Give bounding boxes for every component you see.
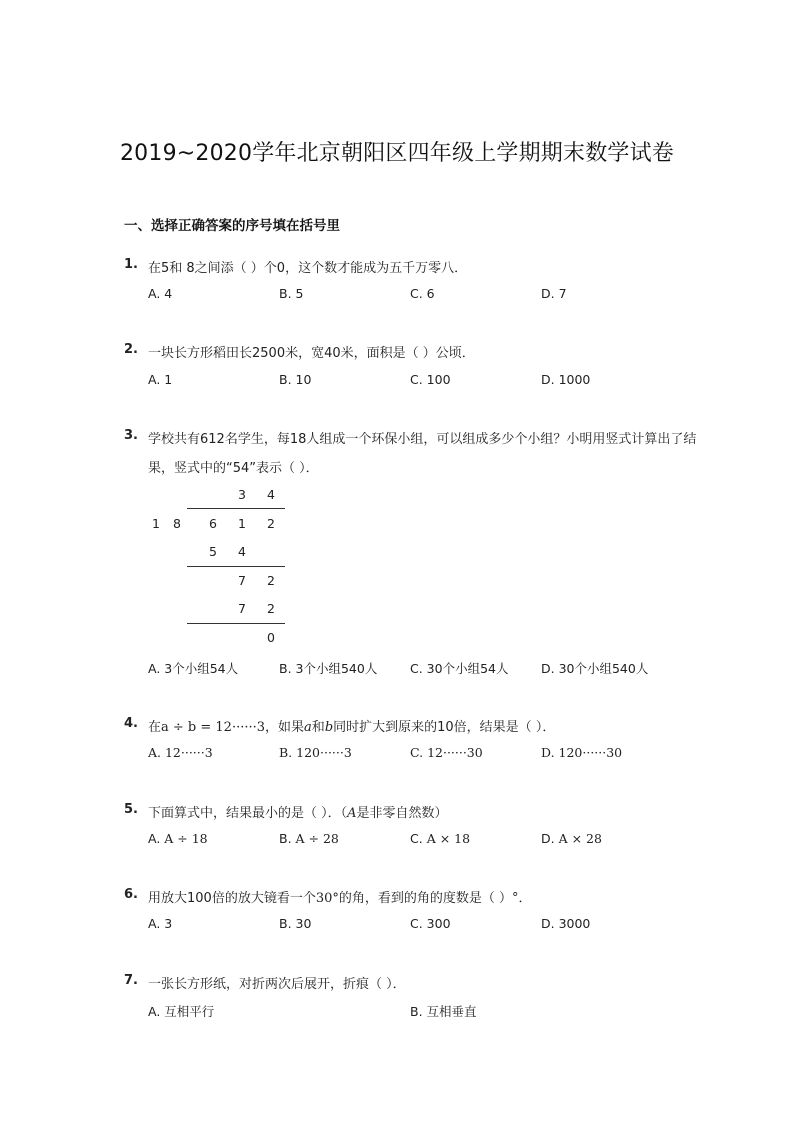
option-c[interactable] [410, 831, 470, 846]
step-digit: 7 [238, 573, 246, 588]
text-segment: 和 [311, 720, 325, 735]
question-number: 3. [124, 428, 138, 443]
option-d[interactable]: D. 3000 [541, 916, 591, 931]
step-digit: 4 [238, 544, 246, 559]
text-segment: 用放大100倍的放大镜看一个 [148, 891, 316, 906]
option-c[interactable]: C. 6 [410, 286, 435, 301]
math-expression: A ÷ 28 [295, 831, 339, 846]
math-expression: 30° [315, 891, 339, 906]
option-d[interactable]: D. 30个小组540人 [541, 661, 649, 676]
subtraction-line [187, 566, 285, 567]
question-number: 6. [124, 887, 138, 902]
math-expression: a ÷ b = 12······3 [161, 720, 266, 735]
option-a[interactable]: A. 3个小组54人 [148, 661, 239, 676]
question-number: 2. [124, 342, 138, 357]
text-segment: 下面算式中，结果最小的是（ ）．（ [148, 806, 348, 821]
option-a[interactable]: A. 互相平行 [148, 1004, 215, 1019]
option-c[interactable]: C. 100 [410, 372, 451, 387]
math-variable: b [324, 720, 334, 735]
question-text-line-2: 果，竖式中的“54”表示（ ）． [148, 461, 319, 476]
question-text [148, 887, 532, 906]
subtraction-line [187, 623, 285, 624]
option-c[interactable]: C. 12······30 [410, 745, 483, 760]
dividend-digit: 6 [209, 516, 217, 531]
math-variable: A [347, 806, 357, 821]
option-b[interactable]: B. 10 [279, 372, 312, 387]
option-d[interactable]: D. 1000 [541, 372, 591, 387]
quotient-digit: 4 [267, 487, 275, 502]
question-text: 一块长方形稻田长2500米，宽40米，面积是（ ）公顷． [148, 346, 475, 361]
math-expression: A ÷ 18 [164, 831, 208, 846]
step-digit: 5 [209, 544, 217, 559]
option-letter: D. [541, 831, 559, 846]
option-b[interactable]: B. 30 [279, 916, 312, 931]
text-segment: 的角，看到的角的度数是（ ）°． [338, 891, 532, 906]
text-segment: 同时扩大到原来的10倍，结果是（ ）． [333, 720, 556, 735]
dividend-digit: 2 [267, 516, 275, 531]
option-b[interactable]: B. 3个小组540人 [279, 661, 378, 676]
remainder-digit: 0 [267, 630, 275, 645]
option-d[interactable] [541, 831, 602, 846]
option-a[interactable] [148, 831, 208, 846]
math-expression: A × 28 [558, 831, 602, 846]
option-letter: C. [410, 831, 427, 846]
option-letter: A. [148, 831, 165, 846]
option-a[interactable]: A. 4 [148, 286, 173, 301]
question-number: 4. [124, 716, 138, 731]
text-segment: ，如果 [265, 720, 305, 735]
divisor-digit: 8 [173, 516, 181, 531]
divisor-digit: 1 [152, 516, 160, 531]
quotient-digit: 3 [238, 487, 246, 502]
question-text: 在5和 8之间添（ ）个0，这个数才能成为五千万零八． [148, 261, 468, 276]
section-heading: 一、选择正确答案的序号填在括号里 [124, 218, 340, 234]
step-digit: 2 [267, 601, 275, 616]
math-variable: a [304, 720, 312, 735]
page-title: 2019~2020学年北京朝阳区四年级上学期期末数学试卷 [119, 141, 674, 166]
question-text-line-1: 学校共有612名学生，每18人组成一个环保小组，可以组成多少个小组？小明用竖式计算出了结 [148, 432, 697, 447]
step-digit: 7 [238, 601, 246, 616]
option-d[interactable]: D. 7 [541, 286, 567, 301]
math-expression: A × 18 [426, 831, 471, 846]
option-b[interactable] [279, 831, 339, 846]
question-text: 一张长方形纸，对折两次后展开，折痕（ ）． [148, 977, 406, 992]
question-number: 1. [124, 257, 138, 272]
option-a[interactable]: A. 3 [148, 916, 173, 931]
option-c[interactable]: C. 30个小组54人 [410, 661, 509, 676]
text-segment: 在 [148, 720, 162, 735]
step-digit: 2 [267, 573, 275, 588]
text-segment: 是非零自然数） [356, 806, 448, 821]
option-letter: B. [279, 831, 296, 846]
question-text [148, 716, 555, 735]
option-a[interactable]: A. 12······3 [148, 745, 213, 760]
dividend-digit: 1 [238, 516, 246, 531]
question-number: 5. [124, 802, 138, 817]
division-bar [187, 508, 285, 509]
question-number: 7. [124, 973, 138, 988]
option-d[interactable]: D. 120······30 [541, 745, 623, 760]
option-a[interactable]: A. 1 [148, 372, 173, 387]
option-b[interactable]: B. 互相垂直 [410, 1004, 477, 1019]
question-text [148, 802, 448, 821]
option-b[interactable]: B. 5 [279, 286, 304, 301]
option-b[interactable]: B. 120······3 [279, 745, 352, 760]
option-c[interactable]: C. 300 [410, 916, 451, 931]
